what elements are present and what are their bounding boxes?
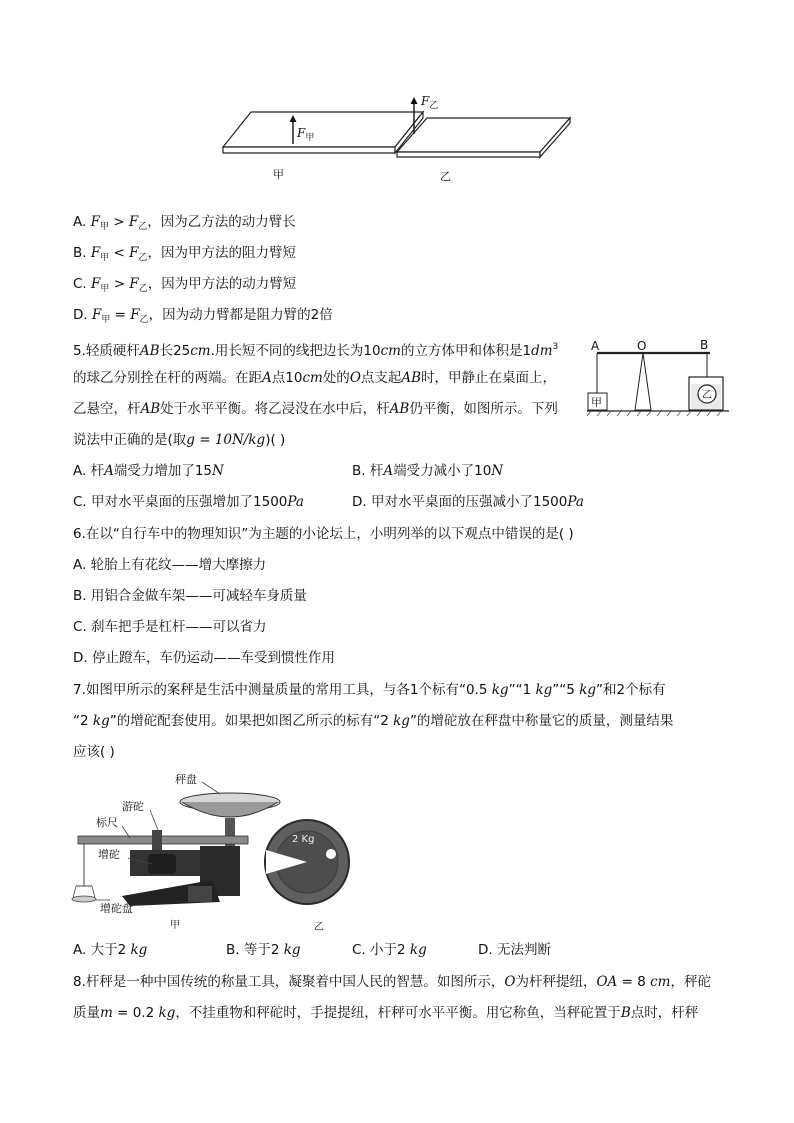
- label-weight: 增砣: [98, 848, 120, 861]
- q5-stem-line4: 说法中正确的是(取g = 10N/kg)( ): [73, 432, 286, 448]
- lever-label-a: A: [591, 339, 600, 353]
- q8-stem-line2: 质量m = 0.2 kg，不挂重物和秤砣时，手提提纽，杆秤可水平平衡。用它称鱼，当秤砣置于B点时，杆秤: [73, 1005, 699, 1021]
- q7-stem-line3: 应该( ): [73, 744, 115, 760]
- force-left-label: $F_甲$: [297, 126, 315, 143]
- lever-label-o: O: [637, 339, 647, 353]
- caption-scale-jia: 甲: [170, 920, 180, 931]
- q6-option-b: B. 用铝合金做车架——可减轻车身质量: [73, 588, 307, 604]
- caption-weight-yi: 乙: [314, 922, 324, 933]
- q8-stem-line1: 8.杆秤是一种中国传统的称量工具，凝聚着中国人民的智慧。如图所示，O为杆秤提纽，OA = 8 cm，秤砣: [73, 974, 711, 990]
- planks-figure: [215, 92, 585, 187]
- q7-option-a: A. 大于2 kg: [73, 942, 148, 958]
- q7-stem-line2: “2 kg”的增砣配套使用。如果把如图乙所示的标有“2 kg”的增砣放在秤盘中称量它的质量，测量结果: [73, 713, 674, 729]
- q6-option-c: C. 刹车把手是杠杆——可以省力: [73, 619, 267, 635]
- q4-option-c: C. $F_甲 > F_乙$，因为甲方法的动力臂短: [73, 276, 297, 294]
- q4-option-a: A. $F_甲 > F_乙$，因为乙方法的动力臂长: [73, 214, 296, 232]
- lever-drawing: [583, 338, 733, 420]
- q4-option-b: B. $F_甲 < F_乙$，因为甲方法的阻力臂短: [73, 245, 297, 263]
- q5-stem-line2: 的球乙分别拴在杆的两端。在距A点10cm处的O点支起AB时，甲静止在桌面上，: [73, 370, 557, 386]
- lever-label-b: B: [700, 338, 709, 352]
- lever-label-jia: 甲: [591, 396, 602, 409]
- label-weight-pan: 增砣盘: [100, 902, 133, 915]
- q5-option-d: D. 甲对水平桌面的压强减小了1500Pa: [352, 494, 584, 510]
- caption-yi: 乙: [440, 170, 451, 183]
- lever-label-yi: 乙: [702, 390, 712, 401]
- q5-stem-line3: 乙悬空，杆AB处于水平平衡。将乙浸没在水中后，杆AB仍平衡，如图所示。下列: [73, 401, 558, 417]
- q6-option-d: D. 停止蹬车，车仍运动——车受到惯性作用: [73, 650, 335, 666]
- q6-option-a: A. 轮胎上有花纹——增大摩擦力: [73, 557, 267, 573]
- force-right-label: $F_乙$: [421, 94, 439, 111]
- label-beam: 标尺: [96, 816, 118, 829]
- q4-option-d: D. $F_甲 = F_乙$，因为动力臂都是阻力臂的2倍: [73, 307, 333, 325]
- q7-option-b: B. 等于2 kg: [226, 942, 301, 958]
- q6-stem: 6.在以“自行车中的物理知识”为主题的小论坛上，小明列举的以下观点中错误的是( ): [73, 526, 574, 542]
- label-pan: 秤盘: [175, 773, 197, 786]
- q5-option-a: A. 杆A端受力增加了15N: [73, 463, 224, 479]
- q5-option-b: B. 杆A端受力减小了10N: [352, 463, 504, 479]
- q5-option-c: C. 甲对水平桌面的压强增加了1500Pa: [73, 494, 304, 510]
- q7-option-d: D. 无法判断: [478, 942, 551, 958]
- q5-stem-line1: 5.轻质硬杆AB长25cm.用长短不同的线把边长为10cm的立方体甲和体积是$1dm^3$: [73, 342, 559, 359]
- label-rider: 游砣: [122, 800, 144, 813]
- q7-option-c: C. 小于2 kg: [352, 942, 427, 958]
- planks-drawing: [215, 92, 585, 187]
- weight-stamp: 2 Kg: [292, 834, 315, 845]
- scale-figure: [70, 768, 370, 936]
- caption-jia: 甲: [273, 168, 284, 181]
- lever-figure: [583, 338, 733, 420]
- q7-stem-line1: 7.如图甲所示的案秤是生活中测量质量的常用工具，与各1个标有“0.5 kg”“1 kg”“5 kg”和2个标有: [73, 682, 666, 698]
